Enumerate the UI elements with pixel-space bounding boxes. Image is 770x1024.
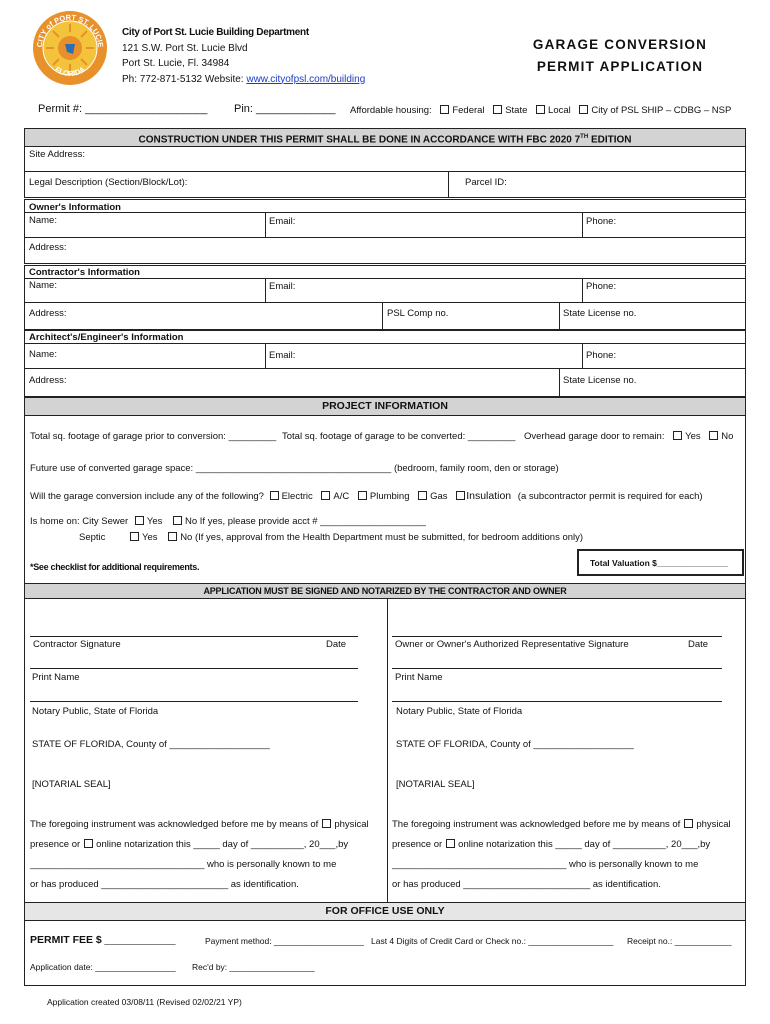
permit-fee-label: PERMIT FEE $ [30, 934, 102, 946]
sewer-yes-checkbox[interactable] [135, 516, 144, 525]
legal-description-label: Legal Description (Section/Block/Lot): [29, 177, 188, 188]
phone-text: Ph: 772-871-5132 Website: [122, 73, 247, 85]
contractor-physical-label: physical [334, 819, 369, 830]
owner-signature-line[interactable] [392, 636, 722, 637]
contractor-phone-label: Phone: [586, 281, 617, 292]
future-use-field[interactable]: Future use of converted garage space: _____________________________________ (bedroom, family room, den or storage) [30, 463, 559, 474]
owner-date-label: Date [688, 639, 709, 650]
contractor-produced-text[interactable]: or has produced ________________________ as identification. [30, 879, 299, 890]
architect-address-label: Address: [29, 375, 67, 386]
signature-bar [24, 583, 746, 599]
form-title-line-2: PERMIT APPLICATION [536, 59, 704, 74]
construction-note: CONSTRUCTION UNDER THIS PERMIT SHALL BE DONE IN ACCORDANCE WITH FBC 2020 7 [138, 134, 581, 146]
include-note: (a subcontractor permit is required for each) [517, 491, 703, 502]
owner-physical-label: physical [696, 819, 731, 830]
overhead-door-yes-label: Yes [685, 431, 701, 442]
total-valuation-box[interactable] [577, 549, 744, 576]
contractor-notarial-seal: [NOTARIAL SEAL] [32, 779, 111, 790]
psl-comp-cell[interactable] [382, 303, 559, 329]
owner-print-name-label: Print Name [395, 672, 443, 683]
contractor-ack-text: The foregoing instrument was acknowledged before me by means of [30, 819, 319, 830]
owner-name-label: Name: [29, 215, 57, 226]
total-valuation-label: Total Valuation $_______________ [590, 558, 728, 568]
contractor-signature-line[interactable] [30, 636, 358, 637]
pin-field[interactable]: Pin: _____________ [234, 103, 336, 115]
contractor-presence-label: presence or [30, 839, 81, 850]
contractor-online-checkbox[interactable] [84, 839, 93, 848]
contractor-print-name-line[interactable] [30, 668, 358, 669]
permit-fee-field[interactable]: ________________ [104, 936, 176, 945]
federal-label: Federal [452, 105, 485, 116]
city-seal-icon [32, 10, 108, 86]
architect-email-cell[interactable] [265, 343, 583, 368]
contractor-phone-cell[interactable] [582, 278, 745, 302]
construction-note-end: EDITION [588, 134, 632, 146]
ac-checkbox[interactable] [321, 491, 330, 500]
gas-label: Gas [430, 491, 448, 502]
owner-signature-label: Owner or Owner's Authorized Representative Signature [395, 639, 629, 650]
include-question: Will the garage conversion include any of the following? [30, 491, 264, 502]
owner-known-text[interactable]: _________________________________ who is personally known to me [392, 859, 699, 870]
owner-email-cell[interactable] [265, 212, 583, 237]
website-link[interactable]: www.cityofpsl.com/building [246, 73, 366, 85]
sqft-converted-field[interactable]: Total sq. footage of garage to be converted: _________ [282, 431, 516, 442]
signature-title: APPLICATION MUST BE SIGNED AND NOTARIZED BY THE CONTRACTOR AND OWNER [203, 586, 567, 596]
insulation-label: Insulation [466, 490, 512, 502]
address-line-2: Port St. Lucie, Fl. 34984 [122, 58, 230, 69]
recd-by-field[interactable]: Rec'd by: __________________ [192, 962, 315, 972]
contractor-address-row [24, 302, 746, 330]
contractor-license-label: State License no. [563, 308, 637, 319]
architect-email-label: Email: [269, 350, 296, 361]
contractor-address-label: Address: [29, 308, 67, 319]
contractor-physical-checkbox[interactable] [322, 819, 331, 828]
overhead-door-yes-checkbox[interactable] [673, 431, 682, 440]
contact-line [122, 72, 365, 88]
state-label: State [505, 105, 528, 116]
office-use-title: FOR OFFICE USE ONLY [325, 905, 445, 917]
owner-physical-checkbox[interactable] [684, 819, 693, 828]
sewer-no-checkbox[interactable] [173, 516, 182, 525]
insulation-checkbox[interactable] [456, 491, 465, 500]
project-info-title: PROJECT INFORMATION [322, 400, 448, 412]
sewer-no-note: No If yes, please provide acct # ____________________ [185, 516, 426, 527]
contractor-section-title: Contractor's Information [29, 267, 140, 278]
receipt-field[interactable]: Receipt no.: ____________ [627, 936, 732, 946]
local-checkbox[interactable] [536, 105, 545, 114]
permit-number-field[interactable]: Permit #: ____________________ [38, 103, 208, 115]
site-address-label: Site Address: [29, 149, 85, 160]
architect-license-label: State License no. [563, 375, 637, 386]
office-use-bar [24, 902, 746, 921]
psl-ship-label: City of PSL SHIP – CDBG – NSP [591, 105, 732, 116]
owner-produced-text[interactable]: or has produced ________________________ as identification. [392, 879, 661, 890]
contractor-online-text[interactable]: online notarization this _____ day of __________, 20___,by [96, 839, 349, 850]
city-seal-logo [32, 10, 108, 86]
architect-section-title: Architect's/Engineer's Information [29, 332, 184, 343]
contractor-email-label: Email: [269, 281, 296, 292]
state-checkbox[interactable] [493, 105, 502, 114]
architect-section [24, 330, 746, 369]
contractor-section [24, 265, 746, 303]
owner-email-label: Email: [269, 216, 296, 227]
overhead-door-no-label: No [721, 431, 734, 442]
org-name: City of Port St. Lucie Building Department [122, 27, 309, 38]
architect-name-label: Name: [29, 349, 57, 360]
septic-label: Septic [79, 532, 106, 543]
psl-ship-checkbox[interactable] [579, 105, 588, 114]
owner-online-text[interactable]: online notarization this _____ day of __________, 20___,by [458, 839, 711, 850]
plumbing-label: Plumbing [369, 491, 410, 502]
parcel-id-cell[interactable] [448, 172, 745, 197]
footer-revision-note: Application created 03/08/11 (Revised 02/02/21 YP) [47, 997, 242, 1007]
svg-text:FLORIDA: FLORIDA [53, 64, 87, 79]
payment-method-field[interactable]: Payment method: ___________________ [205, 936, 364, 946]
owner-section [24, 199, 746, 238]
electric-checkbox[interactable] [270, 491, 279, 500]
form-title-line-1: GARAGE CONVERSION [532, 37, 708, 52]
construction-note-bar [24, 128, 746, 147]
owner-notary-line[interactable] [392, 701, 722, 702]
project-info-bar [24, 397, 746, 416]
septic-no-note: No (If yes, approval from the Health Department must be submitted, for bedroom additions only) [180, 532, 584, 543]
architect-phone-cell[interactable] [582, 343, 745, 368]
contractor-known-text[interactable]: _________________________________ who is personally known to me [30, 859, 337, 870]
construction-note-sup: TH [580, 134, 589, 140]
architect-phone-label: Phone: [586, 350, 617, 361]
office-use-box [24, 920, 746, 986]
owner-presence-label: presence or [392, 839, 443, 850]
contractor-license-cell[interactable] [559, 303, 745, 329]
architect-address-row [24, 368, 746, 397]
owner-address-row[interactable] [24, 237, 746, 264]
owner-notary-label: Notary Public, State of Florida [396, 706, 523, 717]
electric-label: Electric [281, 491, 313, 502]
gas-checkbox[interactable] [418, 491, 427, 500]
overhead-door-no-checkbox[interactable] [709, 431, 718, 440]
contractor-notary-label: Notary Public, State of Florida [32, 706, 159, 717]
contractor-date-label: Date [326, 639, 347, 650]
svg-text:CITY of PORT ST. LUCIE: CITY of PORT ST. LUCIE [34, 12, 106, 48]
sewer-label: Is home on: City Sewer [30, 516, 129, 527]
application-date-field[interactable]: Application date: _________________ [30, 962, 176, 972]
overhead-door-label: Overhead garage door to remain: [524, 431, 665, 442]
owner-section-title: Owner's Information [29, 202, 121, 213]
signature-box [24, 598, 746, 903]
septic-yes-label: Yes [142, 532, 158, 543]
owner-print-name-line[interactable] [392, 668, 722, 669]
contractor-email-cell[interactable] [265, 278, 583, 302]
federal-checkbox[interactable] [440, 105, 449, 114]
contractor-print-name-label: Print Name [32, 672, 80, 683]
permit-line [38, 103, 207, 115]
owner-notarial-seal: [NOTARIAL SEAL] [396, 779, 475, 790]
sqft-prior-field[interactable]: Total sq. footage of garage prior to conversion: _________ [30, 431, 277, 442]
psl-comp-label: PSL Comp no. [387, 308, 449, 319]
owner-state-county[interactable]: STATE OF FLORIDA, County of ___________________ [396, 739, 634, 750]
contractor-name-label: Name: [29, 280, 57, 291]
local-label: Local [548, 105, 571, 116]
architect-license-cell[interactable] [559, 369, 745, 396]
septic-no-checkbox[interactable] [168, 532, 177, 541]
legal-description-row [24, 171, 746, 198]
owner-address-label: Address: [29, 242, 67, 253]
contractor-state-county[interactable]: STATE OF FLORIDA, County of ___________________ [32, 739, 270, 750]
checklist-note: *See checklist for additional requirements. [30, 562, 200, 572]
plumbing-checkbox[interactable] [358, 491, 367, 500]
site-address-row[interactable] [24, 146, 746, 172]
affordable-housing-label: Affordable housing: [350, 105, 432, 116]
last4-field[interactable]: Last 4 Digits of Credit Card or Check no.: __________________ [371, 936, 614, 946]
sewer-yes-label: Yes [146, 516, 163, 527]
owner-online-checkbox[interactable] [446, 839, 455, 848]
parcel-id-label: Parcel ID: [465, 177, 507, 188]
contractor-signature-label: Contractor Signature [33, 639, 121, 650]
address-line-1: 121 S.W. Port St. Lucie Blvd [122, 42, 248, 54]
owner-phone-cell[interactable] [582, 212, 745, 237]
owner-phone-label: Phone: [586, 216, 617, 227]
contractor-notary-line[interactable] [30, 701, 358, 702]
septic-yes-checkbox[interactable] [130, 532, 139, 541]
owner-ack-text: The foregoing instrument was acknowledged before me by means of [392, 819, 681, 830]
ac-label: A/C [333, 491, 350, 502]
